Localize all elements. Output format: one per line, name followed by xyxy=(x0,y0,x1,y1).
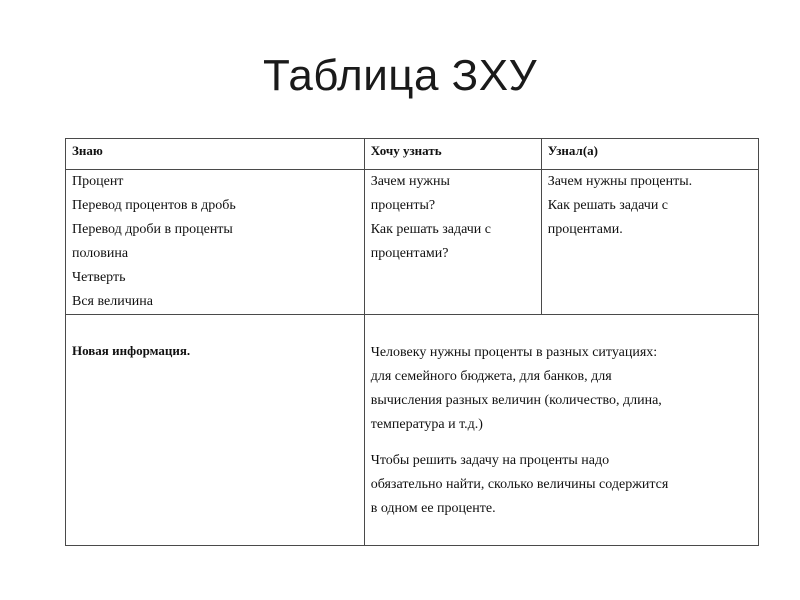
new-info-line: Человеку нужны проценты в разных ситуациях: xyxy=(370,345,658,360)
new-info-line: в одном ее проценте. xyxy=(370,501,496,516)
new-info-line: вычисления разных величин (количество, длина, xyxy=(370,393,662,408)
kwl-table xyxy=(65,138,759,546)
new-info-row xyxy=(66,315,759,546)
want-line: проценты? xyxy=(370,198,436,213)
table-header-row xyxy=(66,139,759,170)
know-cell xyxy=(66,170,365,315)
new-info-line: для семейного бюджета, для банков, для xyxy=(370,369,612,384)
want-line: Зачем нужны xyxy=(370,174,450,189)
learned-line: Зачем нужны проценты. xyxy=(547,174,693,189)
know-line: половина xyxy=(72,246,129,261)
learned-line: процентами. xyxy=(547,222,623,237)
slide-title: Таблица ЗХУ xyxy=(262,51,538,100)
want-to-know-cell xyxy=(364,170,541,315)
know-line: Четверть xyxy=(72,270,126,285)
know-line: Перевод дроби в проценты xyxy=(72,222,233,237)
header-know: Знаю xyxy=(66,139,365,170)
new-info-line: температура и т.д.) xyxy=(370,417,483,432)
learned-cell xyxy=(541,170,758,315)
new-info-label: Новая информация. xyxy=(66,315,365,546)
know-line: Вся величина xyxy=(72,294,153,309)
new-info-line: обязательно найти, сколько величины содержится xyxy=(370,477,669,492)
new-info-line: Чтобы решить задачу на проценты надо xyxy=(370,453,610,468)
know-line: Перевод процентов в дробь xyxy=(72,198,236,213)
new-info-paragraph xyxy=(371,449,752,521)
header-learned: Узнал(а) xyxy=(541,139,758,170)
new-info-paragraph xyxy=(371,341,752,437)
header-want-to-know: Хочу узнать xyxy=(364,139,541,170)
want-line: процентами? xyxy=(370,246,449,261)
table-row xyxy=(66,170,759,315)
want-line: Как решать задачи с xyxy=(370,222,492,237)
learned-line: Как решать задачи с xyxy=(547,198,669,213)
new-info-text xyxy=(364,315,758,546)
know-line: Процент xyxy=(72,174,124,189)
